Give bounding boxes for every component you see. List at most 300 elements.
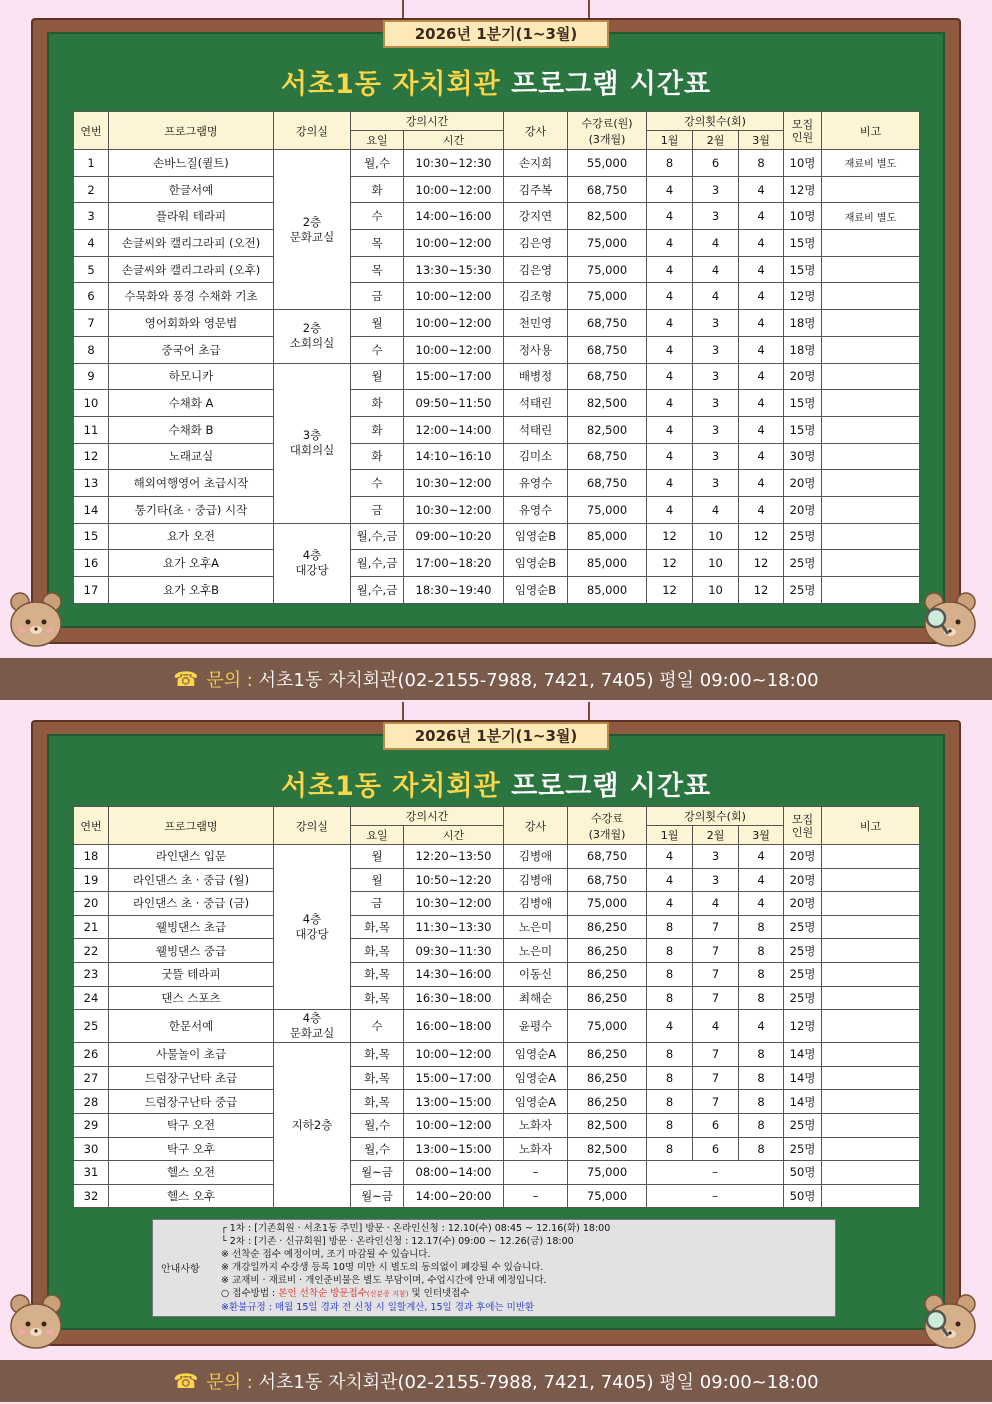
cell-day: 금 — [351, 496, 404, 523]
schedule-table — [73, 111, 920, 604]
cell-capacity: 20명 — [784, 868, 822, 892]
cell-no: 26 — [74, 1043, 109, 1067]
cell-time: 15:00~17:00 — [404, 363, 504, 390]
cell-capacity: 20명 — [784, 845, 822, 869]
header-count-group: 강의횟수(회) — [647, 112, 784, 131]
cell-month-3: 8 — [739, 1043, 784, 1067]
cell-month-1: 8 — [647, 1066, 693, 1090]
cell-fee: 75,000 — [568, 496, 647, 523]
cell-month-1: 4 — [647, 336, 693, 363]
cell-month-3: 12 — [739, 577, 784, 604]
cell-month-3: 4 — [739, 390, 784, 417]
cell-no: 9 — [74, 363, 109, 390]
cell-note — [822, 1113, 920, 1137]
bear-with-magnifier-icon — [918, 1290, 980, 1358]
cell-month-3: 8 — [739, 1090, 784, 1114]
cell-instructor: 유영수 — [504, 496, 568, 523]
cell-month-1: 4 — [647, 363, 693, 390]
cell-month-1: 4 — [647, 443, 693, 470]
cell-no: 20 — [74, 892, 109, 916]
cell-fee: 68,750 — [568, 470, 647, 497]
cell-program: 수묵화와 풍경 수채화 기초 — [109, 283, 274, 310]
cell-instructor: 손지희 — [504, 150, 568, 177]
cell-note — [822, 845, 920, 869]
cell-month-2: 3 — [693, 416, 739, 443]
cell-program: 손바느질(퀼트) — [109, 150, 274, 177]
cell-fee: 86,250 — [568, 1043, 647, 1067]
cell-month-3: 8 — [739, 939, 784, 963]
cell-month-3: 4 — [739, 310, 784, 337]
cell-capacity: 15명 — [784, 390, 822, 417]
cell-capacity: 15명 — [784, 416, 822, 443]
cell-program: 드럼장구난타 초급 — [109, 1066, 274, 1090]
cell-capacity: 12명 — [784, 283, 822, 310]
cell-capacity: 25명 — [784, 986, 822, 1010]
cell-month-2: 3 — [693, 470, 739, 497]
cell-capacity: 20명 — [784, 496, 822, 523]
cell-month-2: 4 — [693, 1010, 739, 1043]
cell-month-3: 4 — [739, 470, 784, 497]
header-month-2: 2월 — [693, 131, 739, 150]
cell-instructor: 배병정 — [504, 363, 568, 390]
header-note: 비고 — [822, 112, 920, 150]
cell-day: 화,목 — [351, 962, 404, 986]
header-month-1: 1월 — [647, 826, 693, 845]
cell-program: 헬스 오후 — [109, 1184, 274, 1208]
cell-capacity: 25명 — [784, 962, 822, 986]
table-row — [74, 203, 920, 230]
cell-time: 11:30~13:30 — [404, 915, 504, 939]
cell-program: 굿뜰 테라피 — [109, 962, 274, 986]
cell-month-3: 4 — [739, 1010, 784, 1043]
cell-day: 화,목 — [351, 939, 404, 963]
cell-no: 16 — [74, 550, 109, 577]
header-time-group: 강의시간 — [351, 112, 504, 131]
cell-capacity: 25명 — [784, 577, 822, 604]
notice-line: ※ 교재비 · 재료비 · 개인준비물은 별도 부담이며, 수업시간에 안내 예정입니다. — [221, 1275, 547, 1286]
cell-month-1: 4 — [647, 1010, 693, 1043]
hanging-string — [588, 702, 590, 720]
cell-no: 14 — [74, 496, 109, 523]
cell-capacity: 25명 — [784, 1137, 822, 1161]
cell-time: 10:50~12:20 — [404, 868, 504, 892]
table-row — [74, 363, 920, 390]
cell-no: 4 — [74, 230, 109, 257]
cell-day: 월 — [351, 845, 404, 869]
cell-time: 10:00~12:00 — [404, 176, 504, 203]
cell-month-3: 12 — [739, 523, 784, 550]
cell-note — [822, 962, 920, 986]
cell-note — [822, 283, 920, 310]
header-time: 시간 — [404, 131, 504, 150]
table-row — [74, 416, 920, 443]
cell-no: 31 — [74, 1161, 109, 1185]
cell-program: 탁구 오전 — [109, 1113, 274, 1137]
cell-time: 16:00~18:00 — [404, 1010, 504, 1043]
cell-no: 10 — [74, 390, 109, 417]
cell-month-2: 3 — [693, 363, 739, 390]
cell-month-2: 4 — [693, 496, 739, 523]
header-instructor: 강사 — [504, 112, 568, 150]
cell-fee: 75,000 — [568, 892, 647, 916]
cell-month-3: 8 — [739, 915, 784, 939]
notice-line: ┌ 1차 : [기존회원 · 서초1동 주민] 방문 · 온라인신청 : 12.10(수) 08:45 ~ 12.16(화) 18:00 — [221, 1223, 611, 1234]
cell-capacity: 30명 — [784, 443, 822, 470]
cell-month-3: 4 — [739, 363, 784, 390]
cell-program: 라인댄스 입문 — [109, 845, 274, 869]
cell-capacity: 25명 — [784, 523, 822, 550]
cell-fee: 68,750 — [568, 845, 647, 869]
cell-month-2: 7 — [693, 1043, 739, 1067]
cell-instructor: 임영순B — [504, 550, 568, 577]
cell-fee: 85,000 — [568, 577, 647, 604]
cell-month-2: 7 — [693, 939, 739, 963]
cell-day: 수 — [351, 470, 404, 497]
cell-note — [822, 1043, 920, 1067]
cell-month-2: 3 — [693, 336, 739, 363]
contact-footer: ☎ 문의 : 서초1동 자치회관(02-2155-7988, 7421, 7405) 평일 09:00~18:00 — [0, 658, 992, 700]
cell-note — [822, 256, 920, 283]
cell-note — [822, 363, 920, 390]
cell-instructor: 노화자 — [504, 1137, 568, 1161]
cell-program: 영어회화와 영문법 — [109, 310, 274, 337]
cell-no: 30 — [74, 1137, 109, 1161]
cell-month-3: 8 — [739, 1137, 784, 1161]
cell-note — [822, 915, 920, 939]
cell-no: 6 — [74, 283, 109, 310]
cell-month-2: 3 — [693, 203, 739, 230]
cell-fee: 75,000 — [568, 256, 647, 283]
table-row — [74, 390, 920, 417]
cell-time: 10:30~12:00 — [404, 470, 504, 497]
cell-instructor: 노화자 — [504, 1113, 568, 1137]
header-fee: 수강료(원) (3개월) — [568, 112, 647, 150]
cell-capacity: 25명 — [784, 915, 822, 939]
cell-month-3: 4 — [739, 230, 784, 257]
cell-time: 12:00~14:00 — [404, 416, 504, 443]
cell-instructor: 김미소 — [504, 443, 568, 470]
cell-month-1: 4 — [647, 416, 693, 443]
cell-month-2: 3 — [693, 868, 739, 892]
header-day: 요일 — [351, 131, 404, 150]
cell-month-3: 4 — [739, 443, 784, 470]
hanging-string — [402, 0, 404, 18]
table-row — [74, 939, 920, 963]
cell-month-3: 8 — [739, 962, 784, 986]
cell-room: 4층 문화교실 — [274, 1010, 351, 1043]
table-row — [74, 1010, 920, 1043]
table-row — [74, 986, 920, 1010]
cell-no: 27 — [74, 1066, 109, 1090]
cell-month-3: 4 — [739, 868, 784, 892]
cell-no: 3 — [74, 203, 109, 230]
cell-program: 웰빙댄스 중급 — [109, 939, 274, 963]
header-room: 강의실 — [274, 112, 351, 150]
cell-instructor: 윤평수 — [504, 1010, 568, 1043]
header-no: 연번 — [74, 807, 109, 845]
notice-line: ※ 개강일까지 수강생 등록 10명 미만 시 별도의 동의없이 폐강될 수 있습니다. — [221, 1262, 544, 1273]
cell-month-1: 4 — [647, 390, 693, 417]
table-row — [74, 1043, 920, 1067]
cell-instructor: 임영순A — [504, 1043, 568, 1067]
cell-program: 손글씨와 캘리그라피 (오전) — [109, 230, 274, 257]
cell-instructor: 김은영 — [504, 256, 568, 283]
cell-capacity: 12명 — [784, 1010, 822, 1043]
cell-instructor: 임영순B — [504, 523, 568, 550]
cell-month-1: 8 — [647, 1137, 693, 1161]
cell-time: 10:30~12:00 — [404, 892, 504, 916]
header-program: 프로그램명 — [109, 807, 274, 845]
cell-no: 5 — [74, 256, 109, 283]
schedule-table — [73, 806, 920, 1208]
cell-time: 13:00~15:00 — [404, 1137, 504, 1161]
notice-label: 안내사항 — [161, 1264, 200, 1275]
cell-time: 10:00~12:00 — [404, 1113, 504, 1137]
cell-note — [822, 470, 920, 497]
cell-month-1: 4 — [647, 845, 693, 869]
cell-program: 드럼장구난타 중급 — [109, 1090, 274, 1114]
cell-month-3: 8 — [739, 1113, 784, 1137]
cell-instructor: 김병애 — [504, 868, 568, 892]
cell-time: 10:30~12:00 — [404, 496, 504, 523]
cell-note — [822, 310, 920, 337]
notice-method-line: ○ 접수방법 : 본인 선착순 방문접수(신분증 지참) 및 인터넷접수 — [221, 1288, 470, 1299]
phone-icon: ☎ — [173, 667, 199, 691]
cell-month-1: 4 — [647, 892, 693, 916]
cell-no: 21 — [74, 915, 109, 939]
table-row — [74, 1137, 920, 1161]
cell-month-2: 3 — [693, 443, 739, 470]
table-row — [74, 256, 920, 283]
cell-month-2: 3 — [693, 176, 739, 203]
cell-program: 노래교실 — [109, 443, 274, 470]
cell-fee: 86,250 — [568, 962, 647, 986]
cell-no: 17 — [74, 577, 109, 604]
table-row — [74, 868, 920, 892]
cell-instructor: 노은미 — [504, 939, 568, 963]
cell-month-2: 7 — [693, 915, 739, 939]
cell-instructor: 정사용 — [504, 336, 568, 363]
cell-month-1: 8 — [647, 939, 693, 963]
notice-line: └ 2차 : [기존 · 신규회원] 방문 · 온라인신청 : 12.17(수) 09:00 ~ 12.26(금) 18:00 — [221, 1236, 574, 1247]
cell-no: 8 — [74, 336, 109, 363]
cell-capacity: 20명 — [784, 363, 822, 390]
cell-time: 10:30~12:30 — [404, 150, 504, 177]
cell-day: 화 — [351, 390, 404, 417]
cell-note — [822, 1090, 920, 1114]
cell-day: 목 — [351, 230, 404, 257]
cell-month-2: 7 — [693, 962, 739, 986]
bear-icon — [6, 1290, 68, 1358]
page-title: 서초1동 자치회관 프로그램 시간표 — [280, 771, 712, 802]
table-row — [74, 550, 920, 577]
cell-fee: 68,750 — [568, 336, 647, 363]
cell-no: 23 — [74, 962, 109, 986]
bear-icon — [6, 588, 68, 656]
cell-program: 탁구 오후 — [109, 1137, 274, 1161]
cell-note — [822, 550, 920, 577]
cell-program: 사물놀이 초급 — [109, 1043, 274, 1067]
cell-instructor: 김병애 — [504, 892, 568, 916]
header-program: 프로그램명 — [109, 112, 274, 150]
cell-month-1: 4 — [647, 310, 693, 337]
table-row — [74, 496, 920, 523]
cell-no: 15 — [74, 523, 109, 550]
cell-capacity: 10명 — [784, 150, 822, 177]
table-row — [74, 915, 920, 939]
cell-day: 화 — [351, 416, 404, 443]
cell-month-2: 7 — [693, 1090, 739, 1114]
cell-month-1: 8 — [647, 915, 693, 939]
cell-day: 월,수,금 — [351, 577, 404, 604]
cell-time: 14:30~16:00 — [404, 962, 504, 986]
cell-month-1: 4 — [647, 256, 693, 283]
table-row — [74, 892, 920, 916]
cell-month-3: 4 — [739, 203, 784, 230]
cell-instructor: 김조형 — [504, 283, 568, 310]
cell-no: 29 — [74, 1113, 109, 1137]
cell-month-3: 4 — [739, 176, 784, 203]
cell-capacity: 18명 — [784, 336, 822, 363]
cell-month-2: 3 — [693, 845, 739, 869]
cell-instructor: 이동신 — [504, 962, 568, 986]
cell-capacity: 12명 — [784, 176, 822, 203]
table-row — [74, 1066, 920, 1090]
cell-day: 화,목 — [351, 915, 404, 939]
cell-no: 19 — [74, 868, 109, 892]
cell-instructor: – — [504, 1161, 568, 1185]
cell-program: 하모니카 — [109, 363, 274, 390]
cell-month-1: 8 — [647, 962, 693, 986]
cell-time: 18:30~19:40 — [404, 577, 504, 604]
cell-program: 웰빙댄스 초급 — [109, 915, 274, 939]
header-month-3: 3월 — [739, 826, 784, 845]
cell-time: 12:20~13:50 — [404, 845, 504, 869]
cell-program: 수채화 B — [109, 416, 274, 443]
cell-note — [822, 176, 920, 203]
cell-no: 22 — [74, 939, 109, 963]
cell-program: 요가 오전 — [109, 523, 274, 550]
cell-day: 화,목 — [351, 1066, 404, 1090]
cell-note — [822, 1010, 920, 1043]
cell-room: 4층 대강당 — [274, 845, 351, 1010]
cell-fee: 86,250 — [568, 1090, 647, 1114]
cell-fee: 75,000 — [568, 1010, 647, 1043]
table-row — [74, 230, 920, 257]
notice-refund-line: ※환불규정 : 매월 15일 경과 전 신청 시 일할계산, 15일 경과 후에는 미반환 — [221, 1302, 535, 1313]
period-label: 2026년 1분기(1~3월) — [383, 20, 609, 48]
cell-program: 요가 오후B — [109, 577, 274, 604]
cell-capacity: 25명 — [784, 939, 822, 963]
cell-month-1: 4 — [647, 230, 693, 257]
cell-month-2: 7 — [693, 986, 739, 1010]
cell-program: 손글씨와 캘리그라피 (오후) — [109, 256, 274, 283]
cell-fee: 82,500 — [568, 203, 647, 230]
cell-room: 2층 소회의실 — [274, 310, 351, 363]
cell-day: 월~금 — [351, 1184, 404, 1208]
cell-capacity: 50명 — [784, 1184, 822, 1208]
table-row — [74, 1161, 920, 1185]
cell-fee: 82,500 — [568, 390, 647, 417]
cell-day: 금 — [351, 892, 404, 916]
cell-capacity: 20명 — [784, 892, 822, 916]
cell-note: 재료비 별도 — [822, 150, 920, 177]
cell-month-2: 4 — [693, 283, 739, 310]
cell-note — [822, 939, 920, 963]
cell-time: 10:00~12:00 — [404, 230, 504, 257]
cell-capacity: 14명 — [784, 1043, 822, 1067]
cell-instructor: 김주복 — [504, 176, 568, 203]
cell-program: 플라워 테라피 — [109, 203, 274, 230]
cell-month-2: 4 — [693, 892, 739, 916]
cell-month-1: 12 — [647, 577, 693, 604]
cell-capacity: 50명 — [784, 1161, 822, 1185]
cell-day: 화 — [351, 176, 404, 203]
cell-time: 08:00~14:00 — [404, 1161, 504, 1185]
cell-day: 월 — [351, 868, 404, 892]
phone-icon: ☎ — [173, 1369, 199, 1393]
cell-month-2: 6 — [693, 1137, 739, 1161]
cell-capacity: 20명 — [784, 470, 822, 497]
header-room: 강의실 — [274, 807, 351, 845]
cell-no: 32 — [74, 1184, 109, 1208]
cell-capacity: 25명 — [784, 550, 822, 577]
cell-time: 10:00~12:00 — [404, 1043, 504, 1067]
cell-program: 요가 오후A — [109, 550, 274, 577]
cell-month-1: 12 — [647, 550, 693, 577]
cell-note — [822, 1066, 920, 1090]
cell-note — [822, 1161, 920, 1185]
cell-time: 13:30~15:30 — [404, 256, 504, 283]
header-capacity: 모집 인원 — [784, 112, 822, 150]
cell-note — [822, 1184, 920, 1208]
cell-program: 수채화 A — [109, 390, 274, 417]
cell-day: 화,목 — [351, 1043, 404, 1067]
cell-time: 14:10~16:10 — [404, 443, 504, 470]
cell-month-2: 6 — [693, 150, 739, 177]
table-row — [74, 845, 920, 869]
cell-note — [822, 1137, 920, 1161]
cell-month-1: 4 — [647, 868, 693, 892]
cell-month-3: 4 — [739, 416, 784, 443]
header-month-3: 3월 — [739, 131, 784, 150]
cell-fee: 86,250 — [568, 939, 647, 963]
cell-capacity: 14명 — [784, 1090, 822, 1114]
cell-instructor: 석태린 — [504, 416, 568, 443]
cell-room: 2층 문화교실 — [274, 150, 351, 310]
cell-instructor: 임영순A — [504, 1090, 568, 1114]
cell-no: 18 — [74, 845, 109, 869]
cell-fee: 68,750 — [568, 443, 647, 470]
cell-time: 14:00~16:00 — [404, 203, 504, 230]
cell-month-2: 4 — [693, 230, 739, 257]
cell-month-2: 3 — [693, 390, 739, 417]
cell-no: 2 — [74, 176, 109, 203]
cell-month-1: 8 — [647, 1043, 693, 1067]
cell-day: 수 — [351, 203, 404, 230]
contact-footer: ☎ 문의 : 서초1동 자치회관(02-2155-7988, 7421, 7405) 평일 09:00~18:00 — [0, 1360, 992, 1402]
cell-instructor: 김은영 — [504, 230, 568, 257]
cell-program: 라인댄스 초 · 중급 (금) — [109, 892, 274, 916]
cell-time: 17:00~18:20 — [404, 550, 504, 577]
timetable-panel-2 — [0, 702, 992, 1402]
cell-fee: 85,000 — [568, 523, 647, 550]
cell-note — [822, 496, 920, 523]
cell-fee: 82,500 — [568, 1137, 647, 1161]
cell-no: 13 — [74, 470, 109, 497]
cell-no: 25 — [74, 1010, 109, 1043]
cell-month-1: 8 — [647, 150, 693, 177]
